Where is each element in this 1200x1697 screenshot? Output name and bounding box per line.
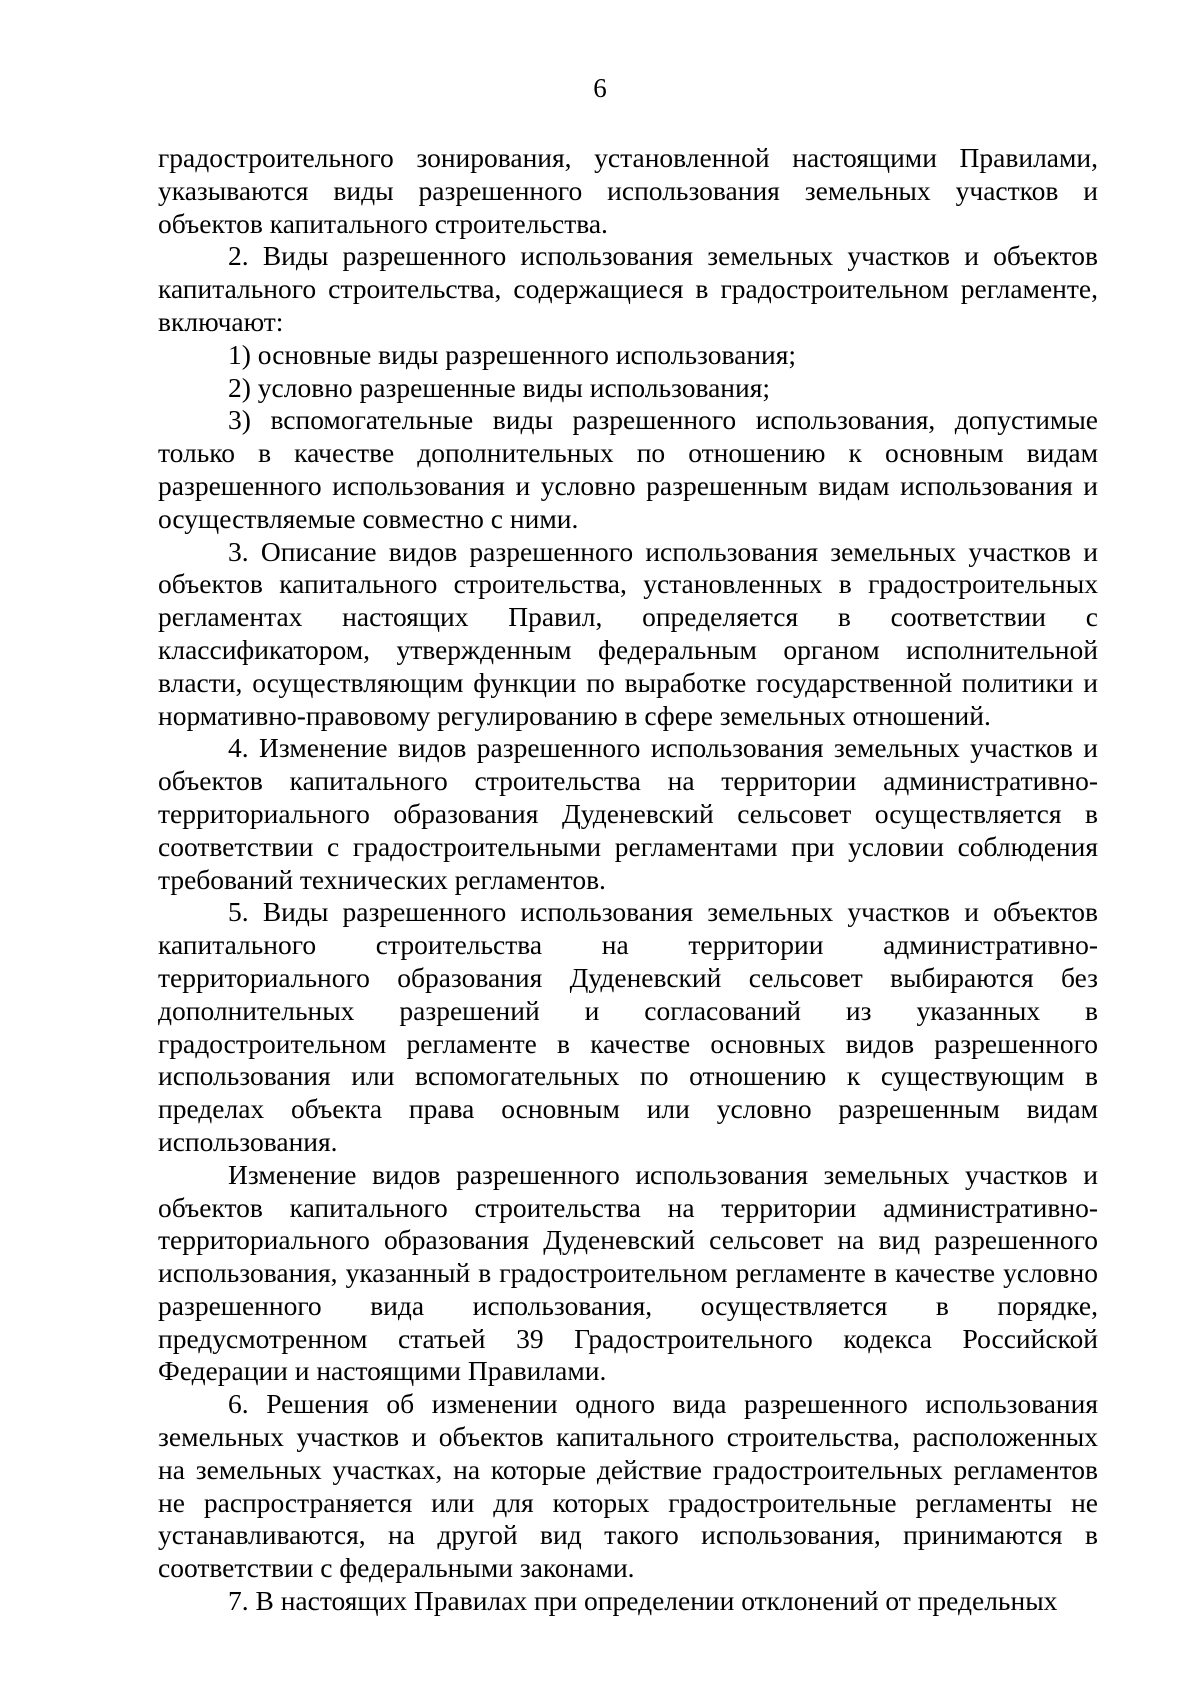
- paragraph-item-4: 4. Изменение видов разрешенного использования земельных участков и объектов капитального строительства на территории административно-территориального образования Дуденевский сельсовет осуществляется в соответствии с градостроительными регламентами при условии соблюдения требований технических регламентов.: [158, 732, 1098, 895]
- paragraph-item-3: 3. Описание видов разрешенного использования земельных участков и объектов капитального строительства, установленных в градостроительных регламентах настоящих Правил, определяется в соответствии с классификатором, утвержденным федеральным органом исполнительной власти, осуществляющим функции по выработке государственной политики и нормативно-правовому регулированию в сфере земельных отношений.: [158, 535, 1098, 731]
- page-number: 6: [593, 73, 607, 103]
- paragraph-continuation: градостроительного зонирования, установленной настоящими Правилами, указываются виды разрешенного использования земельных участков и объектов капитального строительства.: [158, 142, 1098, 239]
- paragraph-item-5-continued: Изменение видов разрешенного использования земельных участков и объектов капитального строительства на территории административно-территориального образования Дуденевский сельсовет на вид разрешенного использования, указанный в градостроительном регламенте в качестве условно разрешенного вида использования, осуществляется в порядке, предусмотренном статьей 39 Градостроительного кодекса Российской Федерации и настоящими Правилами.: [158, 1158, 1098, 1387]
- document-body: [158, 142, 1098, 1618]
- list-item-3: 3) вспомогательные виды разрешенного использования, допустимые только в качестве дополнительных по отношению к основным видам разрешенного использования и условно разрешенным видам использования и осуществляемые совместно с ними.: [158, 404, 1098, 534]
- list-item-2: 2) условно разрешенные виды использования;: [228, 371, 771, 403]
- list-item-1: 1) основные виды разрешенного использования;: [228, 338, 797, 370]
- paragraph-item-6: 6. Решения об изменении одного вида разрешенного использования земельных участков и объектов капитального строительства, расположенных на земельных участках, на которые действие градостроительных регламентов не распространяется или для которых градостроительные регламенты не устанавливаются, на другой вид такого использования, принимаются в соответствии с федеральными законами.: [158, 1388, 1098, 1584]
- paragraph-item-5: 5. Виды разрешенного использования земельных участков и объектов капитального строительства на территории административно-территориального образования Дуденевский сельсовет выбираются без дополнительных разрешений и согласований из указанных в градостроительном регламенте в качестве основных видов разрешенного использования или вспомогательных по отношению к существующим в пределах объекта права основным или условно разрешенным видам использования.: [158, 896, 1098, 1157]
- paragraph-item-7: 7. В настоящих Правилах при определении отклонений от предельных: [228, 1585, 1058, 1617]
- paragraph-item-2: 2. Виды разрешенного использования земельных участков и объектов капитального строительства, содержащиеся в градостроительном регламенте, включают:: [158, 240, 1098, 337]
